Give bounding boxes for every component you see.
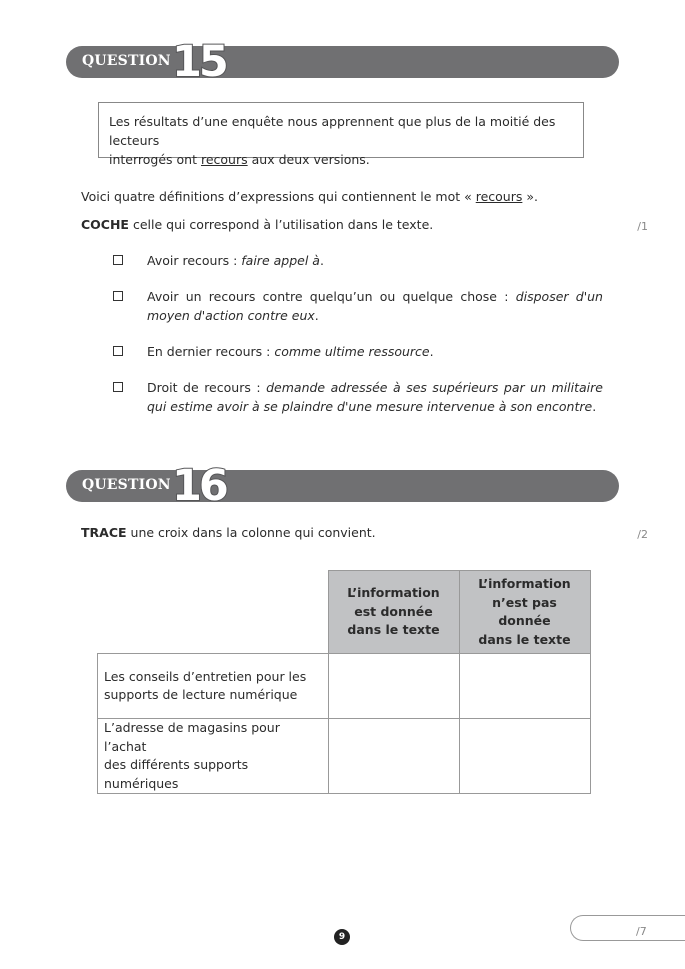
option-text	[147, 378, 603, 416]
answer-cell-not-given[interactable]	[459, 654, 590, 719]
option-definition: comme ultime ressource	[274, 344, 430, 359]
question-16-banner	[66, 461, 619, 511]
header-line: est donnée	[354, 603, 433, 619]
option-term: Avoir un recours contre quelqu’un ou quelque chose :	[147, 289, 516, 304]
header-line: L’information	[347, 585, 440, 601]
q16-instruction	[81, 523, 376, 542]
q15-intro	[81, 187, 538, 206]
row-label-line: des différents supports numériques	[104, 757, 249, 791]
instruction-verb: COCHE	[81, 217, 129, 232]
option-term: Avoir recours :	[147, 253, 242, 268]
underlined-word: recours	[475, 189, 523, 204]
option-definition: demande adressée à ses supérieurs par un militaire qui estime avoir à se plaindre d'une mesure intervenue à son encontre	[147, 380, 603, 414]
quote-text: interrogés ont	[109, 152, 201, 167]
row-label-line: L’adresse de magasins pour l’achat	[104, 720, 280, 754]
row-label	[98, 719, 329, 794]
option-2	[113, 287, 603, 325]
quote-line-1: Les résultats d’une enquête nous apprennent que plus de la moitié des lecteurs	[109, 114, 556, 148]
answer-table	[97, 570, 591, 794]
total-score: /7	[636, 925, 647, 938]
option-definition: disposer d'un moyen d'action contre eux	[147, 289, 603, 323]
option-end: .	[592, 399, 597, 414]
checkbox[interactable]	[113, 346, 123, 356]
question-15-banner	[66, 37, 619, 87]
option-end: .	[429, 344, 434, 359]
header-not-given	[459, 571, 590, 654]
page-number: 9	[334, 929, 350, 945]
option-1	[113, 251, 603, 270]
checkbox[interactable]	[113, 255, 123, 265]
quote-line-2	[109, 150, 573, 169]
question-label: QUESTION	[82, 53, 171, 69]
answer-cell-not-given[interactable]	[459, 719, 590, 794]
instruction-text: celle qui correspond à l’utilisation dans le texte.	[128, 217, 434, 232]
instruction-text: une croix dans la colonne qui convient.	[126, 525, 376, 540]
row-label-line: supports de lecture numérique	[104, 687, 298, 702]
underlined-word: recours	[200, 152, 248, 167]
total-score-tab	[570, 915, 685, 941]
row-label	[98, 654, 329, 719]
q15-score: /1	[637, 220, 648, 233]
option-3	[113, 342, 603, 361]
quote-text: aux deux versions.	[247, 152, 370, 167]
answer-cell-given[interactable]	[328, 654, 459, 719]
row-label-line: Les conseils d’entretien pour les	[104, 668, 307, 684]
header-line: L’information	[478, 576, 571, 591]
option-term: Droit de recours :	[147, 380, 267, 395]
checkbox[interactable]	[113, 382, 123, 392]
option-definition: faire appel à	[241, 253, 320, 268]
option-end: .	[319, 253, 324, 268]
option-term: En dernier recours :	[147, 344, 275, 359]
table-row	[98, 654, 591, 719]
quote-box	[98, 102, 584, 167]
question-number: 16	[172, 461, 226, 511]
empty-corner	[98, 571, 329, 654]
intro-text: ».	[522, 189, 538, 204]
option-text	[147, 342, 603, 361]
answer-cell-given[interactable]	[328, 719, 459, 794]
instruction-verb: TRACE	[81, 525, 127, 540]
header-line: n’est pas donnée	[492, 594, 557, 628]
table-row	[98, 719, 591, 794]
q16-score: /2	[637, 528, 648, 541]
option-text	[147, 251, 603, 270]
header-line: dans le texte	[347, 622, 440, 638]
question-label: QUESTION	[82, 477, 171, 493]
q15-instruction	[81, 215, 433, 234]
checkbox[interactable]	[113, 291, 123, 301]
option-text	[147, 287, 603, 325]
header-given	[328, 571, 459, 654]
option-end: .	[314, 308, 319, 323]
option-4	[113, 378, 603, 416]
question-number: 15	[172, 37, 226, 87]
header-line: dans le texte	[478, 631, 571, 647]
intro-text: Voici quatre définitions d’expressions qui contiennent le mot «	[81, 189, 476, 204]
